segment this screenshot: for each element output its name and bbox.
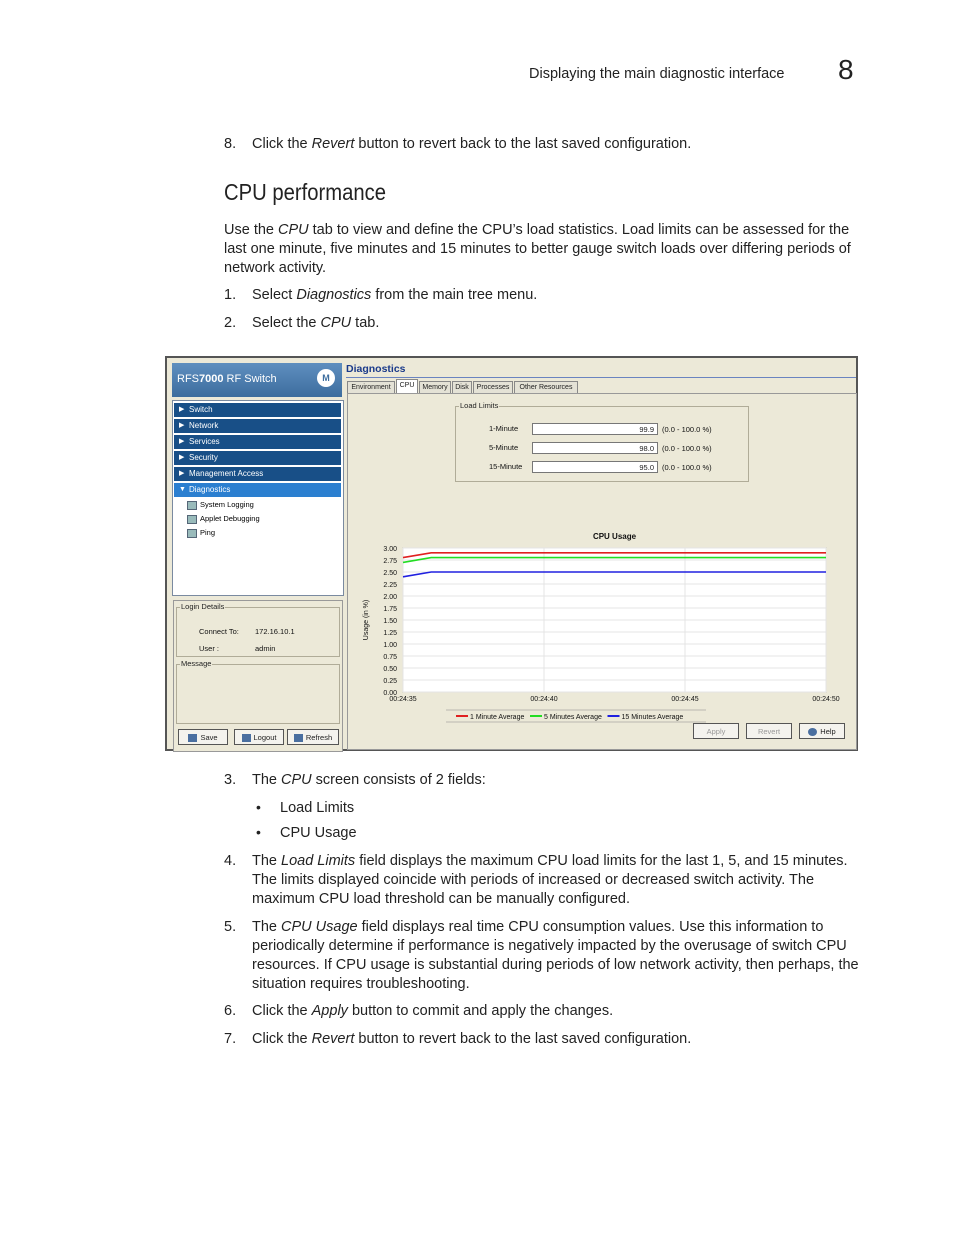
save-icon xyxy=(188,734,197,742)
y-tick-label: 1.50 xyxy=(383,618,397,625)
y-axis-label: Usage (in %) xyxy=(363,599,370,641)
help-icon xyxy=(808,728,817,736)
step-number: 4. xyxy=(224,853,237,869)
nav-item-management-access[interactable]: ▶ Management Access xyxy=(174,467,341,481)
x-tick-label: 00:24:40 xyxy=(530,696,558,703)
limit-label: 1-Minute xyxy=(489,424,519,433)
help-button[interactable]: Help xyxy=(799,723,845,739)
tab-environment[interactable]: Environment xyxy=(347,381,395,393)
nav-tree xyxy=(172,400,344,596)
nav-item-switch[interactable]: ▶ Switch xyxy=(174,403,341,417)
user-value: admin xyxy=(255,644,276,653)
y-tick-label: 3.00 xyxy=(383,546,397,553)
nav-item-diagnostics[interactable]: ▼ Diagnostics xyxy=(174,483,341,497)
step-text: The CPU screen consists of 2 fields: xyxy=(252,772,486,788)
y-tick-label: 0.50 xyxy=(383,666,397,673)
limit-range: (0.0 - 100.0 %) xyxy=(662,444,712,453)
five-minute-input[interactable]: 98.0 xyxy=(532,442,658,454)
motorola-logo-icon: M xyxy=(317,369,335,387)
arrow-right-icon: ▶ xyxy=(179,406,185,413)
limit-range: (0.0 - 100.0 %) xyxy=(662,463,712,472)
step-text: Click the Revert button to revert back to the last saved configuration. xyxy=(252,1031,692,1047)
y-tick-label: 1.00 xyxy=(383,642,397,649)
step-number: 5. xyxy=(224,919,237,935)
tab-processes[interactable]: Processes xyxy=(473,381,513,393)
arrow-right-icon: ▶ xyxy=(179,438,185,445)
arrow-right-icon: ▶ xyxy=(179,454,185,461)
connect-value: 172.16.10.1 xyxy=(255,627,295,636)
fifteen-minute-input[interactable]: 95.0 xyxy=(532,461,658,473)
chart-title: CPU Usage xyxy=(592,532,637,541)
logout-button[interactable]: Logout xyxy=(234,729,284,745)
y-tick-label: 2.50 xyxy=(383,570,397,577)
step-number: 3. xyxy=(224,772,237,788)
step-text: The Load Limits field displays the maximum CPU load limits for the last 1, 5, and 15 minutes. The limits displayed coincide with periods of increased or decreased switch activity. The maximum CPU load threshold can be manually configured. xyxy=(252,853,848,907)
y-tick-label: 2.75 xyxy=(383,558,397,565)
bullet-icon: • xyxy=(256,799,261,815)
x-tick-label: 00:24:50 xyxy=(812,696,840,703)
log-icon xyxy=(187,501,197,510)
y-tick-label: 0.25 xyxy=(383,678,397,685)
tab-cpu[interactable]: CPU xyxy=(396,379,418,393)
load-limits-group xyxy=(455,401,749,482)
login-details-group xyxy=(176,602,340,657)
y-tick-label: 0.75 xyxy=(383,654,397,661)
apply-button[interactable]: Apply xyxy=(693,723,739,739)
user-label: User : xyxy=(199,644,220,653)
limit-label: 5-Minute xyxy=(489,443,519,452)
legend-label: 5 Minutes Average xyxy=(544,714,602,721)
bullet-text: Load Limits xyxy=(280,800,355,816)
y-tick-label: 1.25 xyxy=(383,630,397,637)
nav-item-security[interactable]: ▶ Security xyxy=(174,451,341,465)
y-tick-label: 2.25 xyxy=(383,582,397,589)
tools-icon xyxy=(187,515,197,524)
bullet-text: CPU Usage xyxy=(280,825,357,841)
y-tick-label: 1.75 xyxy=(383,606,397,613)
legend-label: 1 Minute Average xyxy=(470,714,525,721)
step-text: Select Diagnostics from the main tree menu. xyxy=(252,287,538,303)
title-rule xyxy=(346,377,856,378)
one-minute-input[interactable]: 99.9 xyxy=(532,423,658,435)
tree-item-applet-debugging[interactable]: Applet Debugging xyxy=(187,513,260,525)
panel-title: Diagnostics xyxy=(346,363,406,375)
main-panel xyxy=(345,360,856,749)
save-button[interactable]: Save xyxy=(178,729,228,745)
tree-item-system-logging[interactable]: System Logging xyxy=(187,499,254,511)
login-details-label: Login Details xyxy=(181,602,225,611)
section-title: CPU performance xyxy=(224,179,386,205)
arrow-right-icon: ▶ xyxy=(179,422,185,429)
legend-label: 15 Minutes Average xyxy=(621,714,684,721)
tree-item-ping[interactable]: Ping xyxy=(187,527,215,539)
sidebar xyxy=(169,360,342,749)
cpu-tab-panel xyxy=(347,393,857,750)
logout-icon xyxy=(242,734,251,742)
refresh-icon xyxy=(294,734,303,742)
step-number: 7. xyxy=(224,1031,237,1047)
app-banner xyxy=(172,363,342,397)
step-number: 8. xyxy=(224,136,237,152)
step-number: 1. xyxy=(224,287,237,303)
step-text: Click the Revert button to revert back to the last saved configuration. xyxy=(252,136,692,152)
login-panel xyxy=(173,600,343,752)
screenshot-figure xyxy=(165,356,858,751)
intro-paragraph: Use the CPU tab to view and define the CPU’s load statistics. Load limits can be assessed for the last one minute, five minutes and 15 minutes to better gauge switch loads over differing periods of network activity. xyxy=(224,222,851,276)
revert-button[interactable]: Revert xyxy=(746,723,792,739)
step-text: Click the Apply button to commit and apply the changes. xyxy=(252,1003,614,1019)
refresh-button[interactable]: Refresh xyxy=(287,729,339,745)
limit-range: (0.0 - 100.0 %) xyxy=(662,425,712,434)
limit-label: 15-Minute xyxy=(489,462,523,471)
running-header: Displaying the main diagnostic interface xyxy=(529,66,785,82)
tab-other-resources[interactable]: Other Resources xyxy=(514,381,578,393)
step-number: 6. xyxy=(224,1003,237,1019)
step-text: The CPU Usage field displays real time CPU consumption values. Use this information to periodically determine if performance is negatively impacted by the overusage of switch CPU resources. If CPU usage is substantial during periods of low network activity, then perhaps, the situation requires troubleshooting. xyxy=(252,919,859,992)
x-tick-label: 00:24:45 xyxy=(671,696,699,703)
tab-disk[interactable]: Disk xyxy=(452,381,472,393)
app-title: RFS7000 RF Switch xyxy=(177,373,277,385)
message-label: Message xyxy=(181,659,212,668)
arrow-right-icon: ▶ xyxy=(179,470,185,477)
connect-label: Connect To: xyxy=(199,627,239,636)
y-tick-label: 0.00 xyxy=(383,690,397,697)
y-tick-label: 2.00 xyxy=(383,594,397,601)
bullet-icon: • xyxy=(256,824,261,840)
step-text: Select the CPU tab. xyxy=(252,315,380,331)
cpu-usage-chart xyxy=(356,502,852,721)
x-tick-label: 00:24:35 xyxy=(389,696,417,703)
ping-icon xyxy=(187,529,197,538)
tab-memory[interactable]: Memory xyxy=(419,381,451,393)
step-number: 2. xyxy=(224,315,237,331)
arrow-down-icon: ▼ xyxy=(179,486,186,493)
nav-item-network[interactable]: ▶ Network xyxy=(174,419,341,433)
chapter-number: 8 xyxy=(838,54,854,85)
message-group xyxy=(176,659,340,724)
nav-item-services[interactable]: ▶ Services xyxy=(174,435,341,449)
load-limits-label: Load Limits xyxy=(460,401,499,410)
